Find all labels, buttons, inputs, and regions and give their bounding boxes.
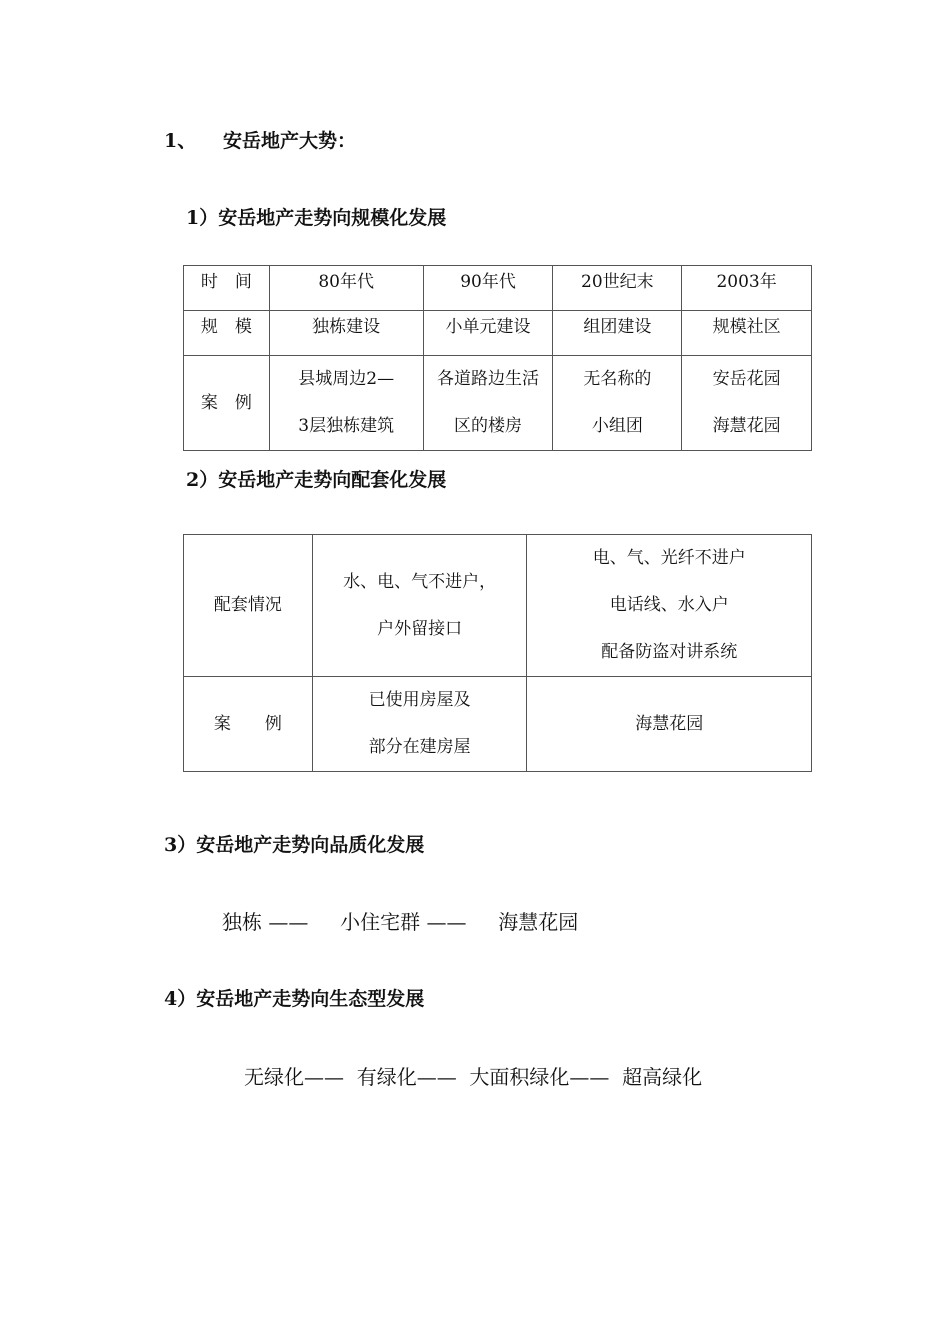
table-cell: 海慧花园 <box>527 677 812 772</box>
heading-title: 安岳地产大势： <box>223 130 357 152</box>
cell-line: 小组团 <box>591 416 643 436</box>
table-row <box>184 266 812 311</box>
row-label-time: 时 间 <box>184 266 270 311</box>
main-heading <box>164 126 356 153</box>
cell-line: 已使用房屋及 <box>368 690 471 710</box>
cell-line: 配备防盗对讲系统 <box>601 642 738 662</box>
table-cell: 80年代 <box>269 266 423 311</box>
table-cell: 90年代 <box>423 266 553 311</box>
table-row <box>184 535 812 677</box>
amenities-development-table <box>183 534 812 772</box>
row-label-case: 案 例 <box>184 356 270 451</box>
table-cell <box>682 356 812 451</box>
table-cell <box>527 535 812 677</box>
cell-line: 部分在建房屋 <box>368 737 471 757</box>
table-cell: 20世纪末 <box>553 266 682 311</box>
cell-line: 各道路边生活 <box>437 369 539 389</box>
section2-title: 2）安岳地产走势向配套化发展 <box>186 469 447 491</box>
section3-title: 3）安岳地产走势向品质化发展 <box>164 834 425 856</box>
cell-line: 无名称的 <box>583 369 652 389</box>
cell-line: 电、气、光纤不进户 <box>592 548 746 568</box>
cell-line: 安岳花园 <box>712 369 781 389</box>
scale-development-table <box>183 265 812 451</box>
table-cell <box>553 356 682 451</box>
table-cell <box>269 356 423 451</box>
table-cell <box>312 535 527 677</box>
table-row <box>184 677 812 772</box>
row-label-case: 案 例 <box>184 677 313 772</box>
cell-line: 水、电、气不进户， <box>343 571 497 592</box>
cell-line: 海慧花园 <box>712 416 781 436</box>
table-cell: 2003年 <box>682 266 812 311</box>
cell-line: 电话线、水入户 <box>609 595 729 615</box>
cell-line: 户外留接口 <box>377 618 463 639</box>
cell-line: 区的楼房 <box>454 416 522 436</box>
table-cell: 组团建设 <box>553 311 682 356</box>
table-cell: 独栋建设 <box>269 311 423 356</box>
table-row <box>184 356 812 451</box>
table-cell: 规模社区 <box>682 311 812 356</box>
table-cell <box>312 677 527 772</box>
table-cell: 小单元建设 <box>423 311 553 356</box>
heading-number: 1、 <box>164 130 197 152</box>
section4-title: 4）安岳地产走势向生态型发展 <box>164 988 425 1010</box>
row-label-scale: 规 模 <box>184 311 270 356</box>
section1-title: 1）安岳地产走势向规模化发展 <box>186 207 447 229</box>
cell-line: 县城周边2— <box>298 369 395 389</box>
row-label-amenities: 配套情况 <box>184 535 313 677</box>
cell-line: 3层独栋建筑 <box>298 416 395 436</box>
table-cell <box>423 356 553 451</box>
ecology-progression: 无绿化—— 有绿化—— 大面积绿化—— 超高绿化 <box>244 1065 703 1089</box>
quality-progression: 独栋 —— 小住宅群 —— 海慧花园 <box>222 910 579 934</box>
table-row <box>184 311 812 356</box>
